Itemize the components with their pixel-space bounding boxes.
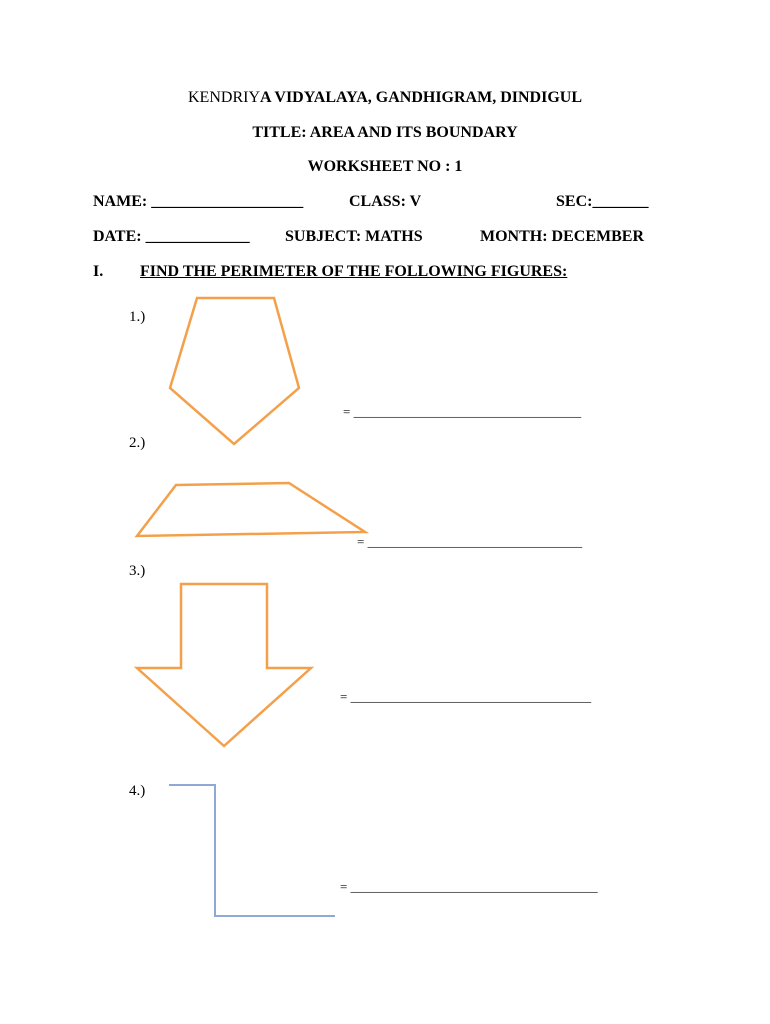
school-name-prefix: KENDRIY — [188, 89, 260, 106]
question-4-answer-line: = ______________________________________ — [340, 879, 598, 894]
section-field: SEC:_______ — [556, 193, 649, 210]
question-3-label: 3.) — [129, 563, 146, 579]
question-1-answer-line: = ___________________________________ — [343, 404, 582, 419]
trapezium-figure — [137, 483, 365, 536]
question-3-answer-line: = _____________________________________ — [340, 689, 592, 704]
arrow-figure — [137, 584, 311, 746]
open-line-figure — [169, 785, 335, 916]
school-name-rest: A VIDYALAYA, GANDHIGRAM, DINDIGUL — [260, 89, 582, 106]
worksheet-number: WORKSHEET NO : 1 — [307, 158, 463, 175]
question-2-label: 2.) — [129, 435, 146, 451]
question-2-answer-line: = _________________________________ — [357, 534, 583, 549]
month-field: MONTH: DECEMBER — [480, 228, 644, 245]
pentagon-figure — [170, 298, 299, 444]
section-heading: FIND THE PERIMETER OF THE FOLLOWING FIGURES: — [140, 263, 568, 280]
worksheet-title: TITLE: AREA AND ITS BOUNDARY — [252, 124, 518, 141]
question-1-label: 1.) — [129, 309, 146, 325]
class-field: CLASS: V — [349, 193, 422, 210]
section-numeral: I. — [93, 263, 104, 280]
question-4-label: 4.) — [129, 783, 146, 799]
subject-field: SUBJECT: MATHS — [285, 228, 423, 245]
name-field: NAME: ___________________ — [93, 193, 304, 210]
date-field: DATE: _____________ — [93, 228, 250, 245]
